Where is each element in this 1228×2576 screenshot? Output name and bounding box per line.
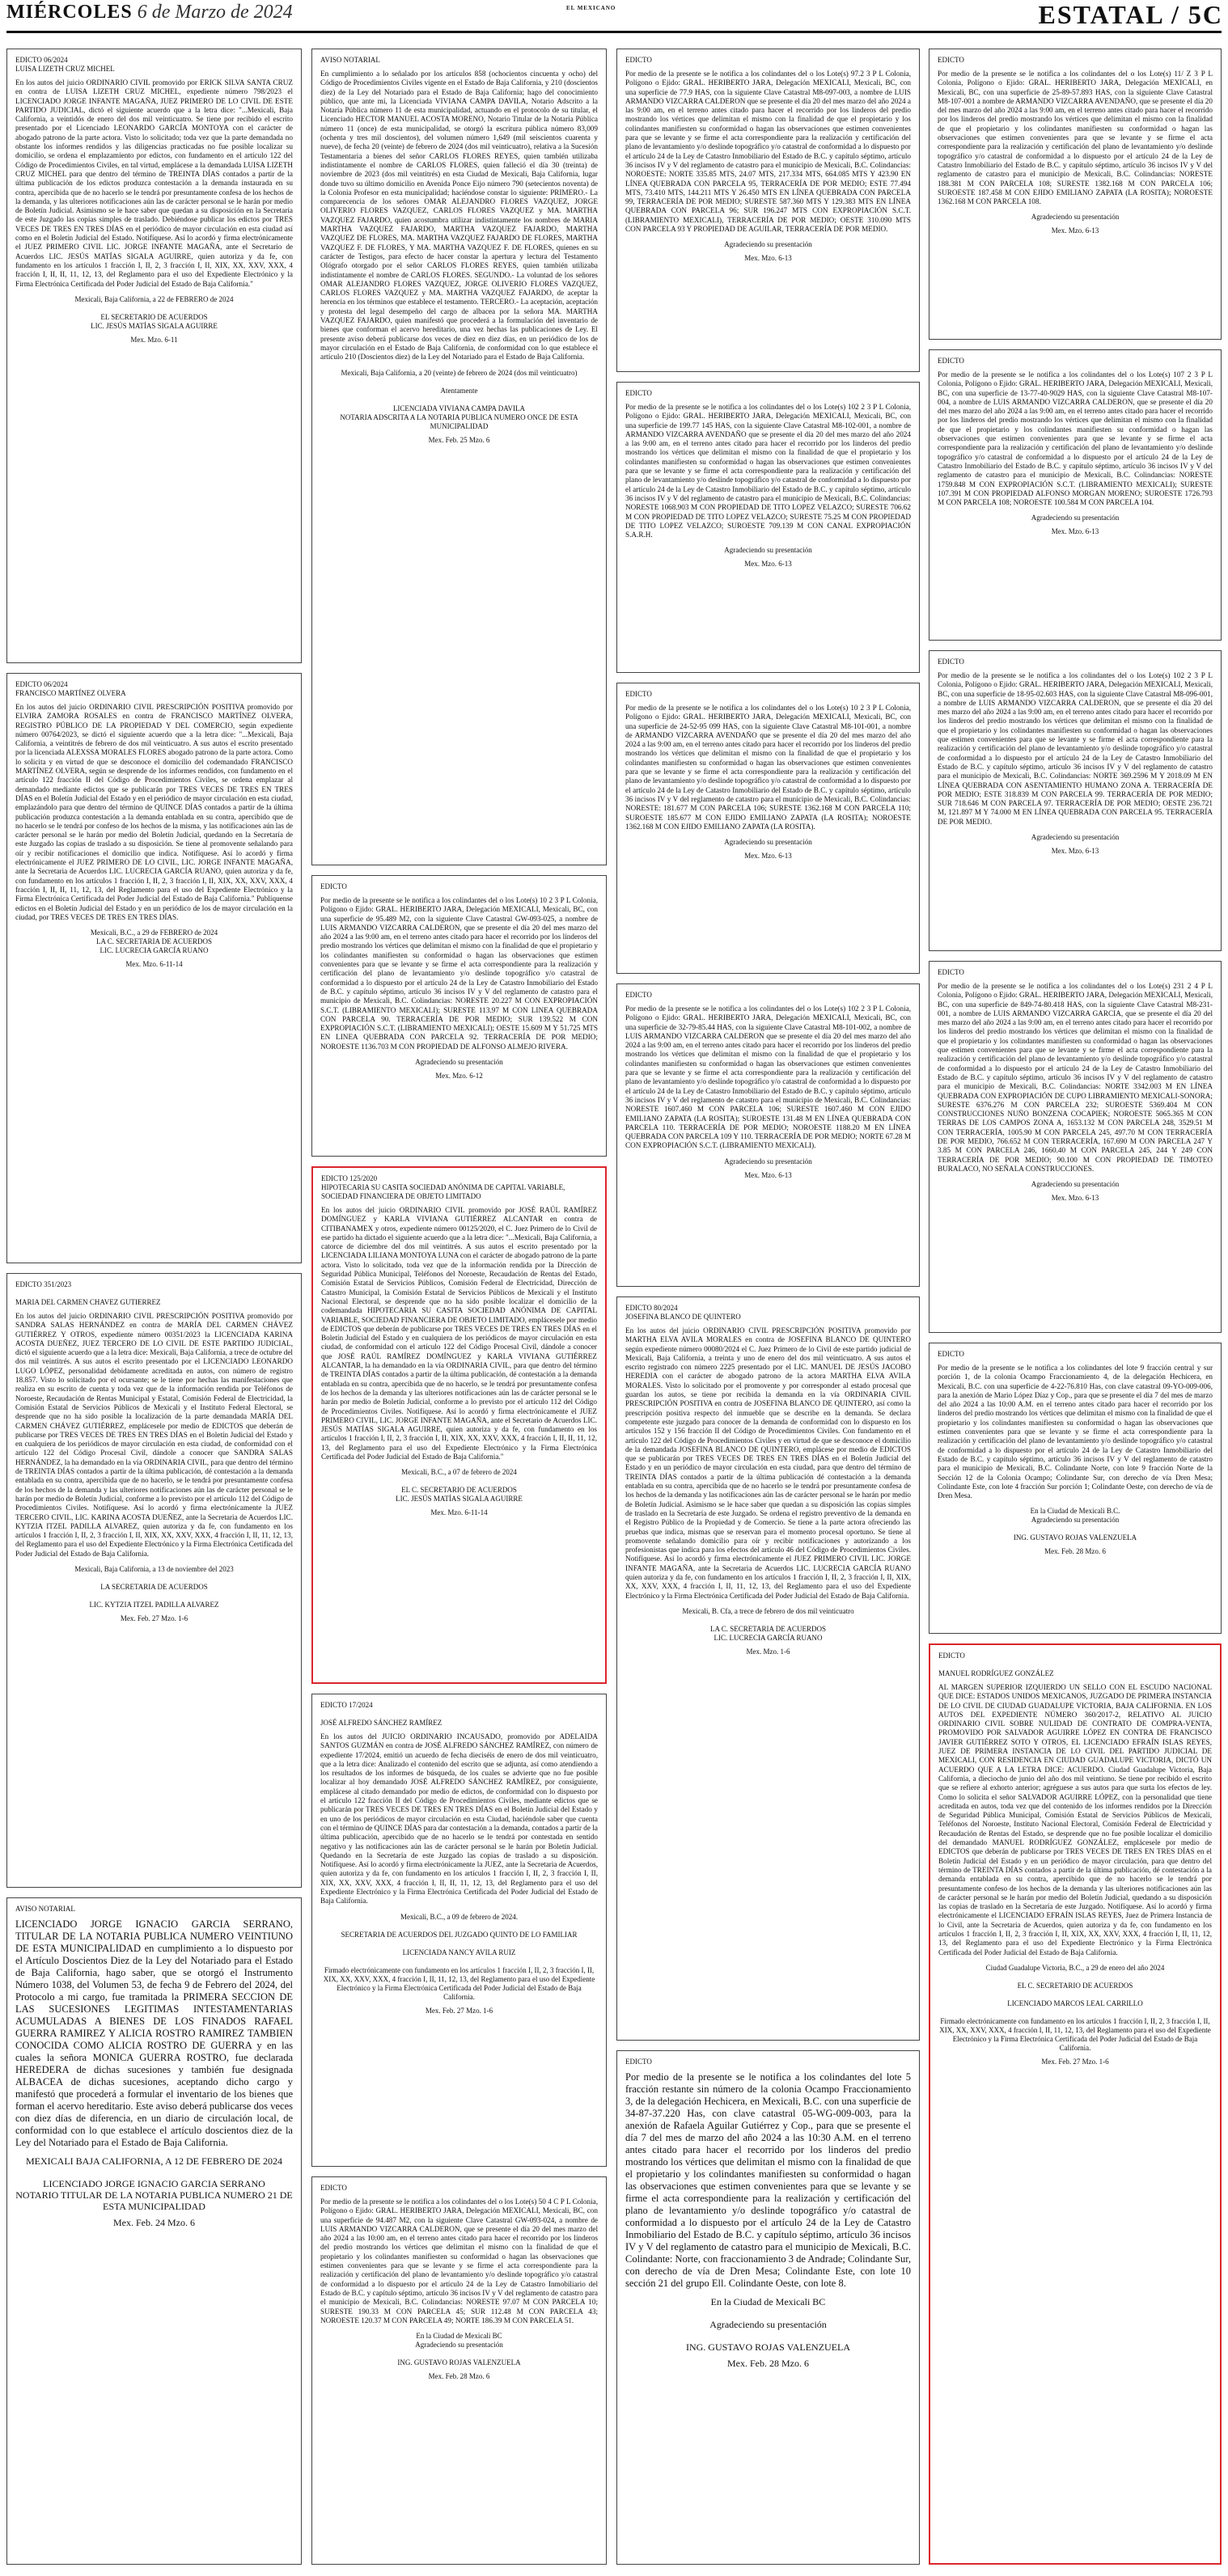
notice-publication-ref: Mex. Mzo. 6-13 [744, 254, 792, 263]
notice-header: EDICTO [938, 658, 964, 666]
notice-signature: Mexicali, B.C., a 09 de febrero de 2024. SECRETARIA DE ACUERDOS DEL JUZGADO QUINTO DE LO FAMILIAR LICENCIADA NANCY AVILA RUIZ Firmado electrónicamente con fundamento en los artículos 1 fracción I, II, 2, 3 fracción I, II, XIX, XX, XXV, XXX, 4 fracción I, II, 11, 12, 13, del Reglamento para el uso del Expediente Electrónico y la Firma Electrónica Certificada del Poder Judicial del Estado de Baja California. [323, 1912, 595, 2001]
notice-publication-ref: Mex. Feb. 24 Mzo. 6 [113, 2217, 195, 2228]
issue-date [6, 2, 293, 23]
notice-body: Por medio de la presente se le notifica a los colindantes del o los Lote(s) 11/ Z 3 P L Colonia, Polígono o Ejido: GRAL. HERIBERTO JARA, Delegación MEXICALI, en Mexicali, BC, con una superficie de 25-89-57.893 HAS, con la siguiente Clave Catastral M8-107-001 a nombre de ARMANDO VIZCARRA AVENDAÑO, que se presente el día 20 del mes marzo del año 2024 a las 9:00 am, en el terreno antes citado para hacer el recorrido por los linderos del predio mostrando los vértices que delimitan el mismo con la finalidad de que el propietario y los colindantes manifiesten su conformidad o hagan las observaciones que estimen convenientes para que se levante y se firme el acta correspondiente para la realización y certificación del plano de levantamiento y/o deslinde topográfico y/o catastral de conformidad a lo dispuesto por el artículo 24 de la Ley de Catastro Inmobiliario del Estado de B.C. y capítulo séptimo, artículo 36 incisos IV y V del reglamento de catastro para el municipio de Mexicali, B.C. Colindancias: NORESTE 188.381 M CON PARCELA 108; SURESTE 1382.168 M CON PARCELA 106; SUROESTE 187.458 M CON EJIDO EMILIANO ZAPATA (LA ROSITA); NOROESTE 1362.168 M CON PARCELA 108. [938, 70, 1213, 206]
notice-edicto-colindantes-m8101001 [616, 683, 920, 974]
notice-signature: Mexicali, Baja California, a 20 (veinte) de febrero de 2024 (dos mil veinticuatro) Atentamente LICENCIADA VIVIANA CAMPA DAVILA NOTARIA ADSCRITA A LA NOTARIA PUBLICA NUMERO ONCE DE ESTA MUNICIPALIDAD [340, 368, 578, 430]
notice-header: EDICTO 80/2024 JOSEFINA BLANCO DE QUINTERO [625, 1304, 741, 1321]
notice-body: Por medio de la presente se le notifica a los colindantes del o los Lote(s) 10 2 3 P L Colonia, Polígono o Ejido: GRAL. HERIBERTO JARA, Delegación MEXICALI, Mexicali, BC, con una superficie de 95.489 M2, con la siguiente Clave Catastral GW-093-025, a nombre de LUIS ARMANDO VIZCARRA CALDERON, que se presente el día 20 del mes marzo del año 2024 a las 9:00 am, en el terreno antes citado para hacer el recorrido por los linderos del predio mostrando los vértices que delimitan el mismo con la finalidad de que el propietario y los colindantes manifiesten su conformidad o hagan las observaciones que estimen convenientes para que se levante y se firme el acta correspondiente para la realización y certificación del plano de levantamiento y/o deslinde topográfico y/o catastral de conformidad a lo dispuesto por el artículo 24 de la Ley de Catastro Inmobiliario del Estado de B.C. y capítulo séptimo, artículo 36 incisos IV y V del reglamento de catastro para el municipio de Mexicali, B.C. Colindancias: NORESTE 20.227 M CON EXPROPIACIÓN S.C.T. (LIBRAMIENTO MEXICALI); SURESTE 113.97 M CON LINEA QUEBRADA CON PARCELA 90. TERRACERÍA DE POR MEDIO; SUR 139.522 M CON EXPROPIACIÓN S.C.T. (LIBRAMIENTO MEXICALI); OESTE 15.609 M Y 51.725 MTS EN LINEA QUEBRADA CON PARCELA 92. TERRACERÍA DE POR MEDIO; NOROESTE 1136.703 M CON PROPIEDAD DE ALFONSO ALMEJO RIVERA. [320, 896, 598, 1051]
notice-publication-ref: Mex. Mzo. 6-13 [744, 852, 792, 861]
notice-header: AVISO NOTARIAL [320, 56, 380, 64]
notice-signature: Mexicali, Baja California, a 22 de FEBRERO de 2024 EL SECRETARIO DE ACUERDOS LIC. JESÚS MATÍAS SIGALA AGUIRRE [74, 294, 234, 330]
masthead-rule [6, 31, 1222, 33]
notice-publication-ref: Mex. Feb. 28 Mzo. 6 [428, 2372, 490, 2381]
notice-body: En los autos del JUICIO ORDINARIO INCAUSADO, promovido por ADELAIDA SANTOS GUZMÁN en contra de JOSÉ ALFREDO SÁNCHEZ RAMÍREZ, con número de expediente 17/2024, emitió un acuerdo de fecha dieciséis de enero de dos mil veinticuatro, que a la letra dice: Analizado el contenido del escrito que se adjunta, así como atendiendo a los resultados de los informes de búsqueda, de los cuales se advierte que no fue posible localizar al hoy demandado JOSÉ ALFREDO SÁNCHEZ RAMÍREZ, por consiguiente, emplácese al citado demandado por medio de edictos, de conformidad con lo dispuesto por el artículo 122 fracción II del Código de Procedimientos Civiles, mediante edictos que se publicarán por TRES VECES DE TRES EN TRES DÍAS en el Boletín Judicial del Estado y en uno de los periódicos de mayor circulación en esta Ciudad, haciéndole saber que cuenta con el término de QUINCE DÍAS para dar contestación a la demanda, contados a partir de la última publicación, apercibido que de no hacerlo se le tendrá por contestada en sentido negativo y las notificaciones aún las de carácter personal se le harán por Boletín Judicial. Quedando en la Secretaría de este Juzgado las copias de traslado a su disposición. Notifíquese. Así lo acordó y firma electrónicamente la JUEZ, ante la Secretaria de Acuerdos, quien autoriza y da fe, con fundamento en los artículos 1 fracción I, II, 2, 3 fracción I, II, XIX, XX, XXV, XXX, 4 fracción I, II, II, 11, 12, 13, del Reglamento para el uso del Expediente Electrónico y la Firma Electrónica Certificada del Poder Judicial del Estado de Baja California. [320, 1732, 598, 1906]
notice-edicto-colindantes-m8102001 [616, 382, 920, 673]
notice-edicto-colindantes-gw093025 [311, 875, 607, 1157]
notice-body: Por medio de la presente se le notifica a los colindantes del lote 5 fracción restante sin número de la colonia Ocampo Fraccionamiento 3, de la delegación Hechicera, en Mexicali, B.C. con una superficie de 34-87-37.220 Has, con clave catastral 05-WG-009-003, para la anexión de Rafaela Aguilar Gutiérrez y Cop., para que se presente el día 7 del mes de marzo del año 2024 a las 10:30 A.M. en el terreno antes citado para hacer el recorrido por los linderos del predio mostrando los vértices que delimitan el mismo con la finalidad de que el propietario y los colindantes manifiesten su conformidad o hagan las observaciones que estimen convenientes para que se levante y se firme el acta correspondiente para la realización y certificación del plano de levantamiento y/o deslinde topográfico y/o catastral de conformidad a lo dispuesto por el artículo 24 de la Ley de Catastro Inmobiliario del Estado de B.C. y capítulo séptimo, artículo 36 incisos IV y V del reglamento de catastro para el municipio de Mexicali, B.C. Colindante: Norte, con fraccionamiento 3 de Andrade; Colindante Sur, con derecho de vía de Dren Mesa; Colindante Este, con lote 10 sección 21 del grupo Ell. Colindante Oeste, con lote 8. [625, 2071, 911, 2289]
notice-signature: Mexicali, B.C., a 29 de FEBRERO de 2024 LA C. SECRETARIA DE ACUERDOS LIC. LUCRECIA GARCÍA RUANO [90, 928, 218, 955]
notice-header: EDICTO MANUEL RODRÍGUEZ GONZÁLEZ [938, 1652, 1054, 1677]
notice-body: Por medio de la presente se le notifica a los colindantes del o los Lote(s) 50 4 C P L Colonia, Polígono o Ejido: GRAL. HERIBERTO JARA, Delegación MEXICALI, Mexicali, BC, con una superficie de 94.487 M2, con la siguiente Clave Catastral GW-093-024, a nombre de LUIS ARMANDO VIZCARRA CALDERON, que se presente el día 20 del mes marzo del año 2024 a las 10:00 am, en el terreno antes citado para hacer el recorrido por los linderos del predio mostrando los vértices que delimitan el mismo con la finalidad de que el propietario y los colindantes manifiesten su conformidad o hagan las observaciones que estimen convenientes para que se levante y se firme el acta correspondiente para la realización y certificación del plano de levantamiento y/o deslinde topográfico y/o catastral de conformidad a lo dispuesto por el artículo 24 de la Ley de Catastro Inmobiliario del Estado de B.C. y capítulo séptimo, artículo 36 incisos IV y V del reglamento de catastro para el municipio de Mexicali, B.C. Colindancias: NORESTE 97.07 M CON PARCELA 10; SURESTE 190.33 M CON PARCELA 45; SUR 112.48 M CON PARCELA 43; NOROESTE 120.37 M CON PARCELA 49; NORTE 186.39 M CON PARCELA 51. [320, 2197, 598, 2324]
notice-aviso-notarial-campa-davila [311, 49, 607, 865]
notice-signature: Ciudad Guadalupe Victoria, B.C., a 29 de enero del año 2024 EL C. SECRETARIO DE ACUERDOS LICENCIADO MARCOS LEAL CARRILLO Firmado electrónicamente con fundamento en los artículos 1 fracción I, II, 2, 3 fracción I, II, XIX, XX, XXV, XXX, 4 fracción I, II, 11, 12, 13, del Reglamento para el uso del Expediente Electrónico y la Firma Electrónica Certificada del Poder Judicial del Estado de Baja California. [939, 1963, 1211, 2052]
notice-edicto-colonia-ocampo-lote9 [929, 1343, 1222, 1634]
notice-signature: En la Ciudad de Mexicali BC Agradeciendo su presentación ING. GUSTAVO ROJAS VALENZUELA [685, 2296, 851, 2353]
notice-body: Por medio de la presente se le notifica a los colindantes del lote 9 fracción central y sur porción 1, de la colonia Ocampo Fraccionamiento 4, de la delegación Hechicera, en Mexicali, B.C. con una superficie de 4-22-76.810 Has, con clave catastral 09-YO-009-006, para la anexión de Mario López Díaz y Cop., para que se presente el día 7 del mes de marzo del año 2024 a las 10:00 A.M. en el terreno antes citado para hacer el recorrido por los linderos del predio mostrando los vértices que delimitan el mismo con la finalidad de que el propietario y los colindantes manifiesten su conformidad o hagan las observaciones que estimen convenientes para que se levante y se firme el acta correspondiente para la realización y certificación del plano de levantamiento y/o deslinde topográfico y/o catastral de conformidad a lo dispuesto por el artículo 24 de la Ley de Catastro Inmobiliario del Estado de B.C. y capítulo séptimo, artículo 36 incisos IV y V del reglamento de catastro para el municipio de Mexicali, B.C. Colindante Norte, con lote 9 fracción Norte de la Sección 12 de la Colonia Ocampo; Colindante Sur, con derecho de vía Dren Mesa; Colindante Este, con lote 4 fracción Sur porción 1; Colindante Oeste, con derecho de vía de Dren Mesa. [938, 1364, 1213, 1500]
notice-header: EDICTO [625, 991, 652, 999]
notice-signature: Agradeciendo su presentación [724, 546, 812, 555]
notice-body: En los autos del juicio ORDINARIO CIVIL promovido por ERICK SILVA SANTA CRUZ en contra de LUISA LIZETH CRUZ MICHEL, expediente número 798/2023 el LICENCIADO JORGE INFANTE MAGAÑA, JUEZ PRIMERO DE LO CIVIL DE ESTE PARTIDO JUDICIAL, dictó el siguiente acuerdo que a la letra dice: "...Mexicali, Baja California, a veintidós de enero del dos mil veinticuatro. Se tiene por recibido el escrito presentado por el Licenciado LEONARDO GARCÍA MONTOYA con el carácter de abogado patrono de la parte actora. Visto lo solicitado; toda vez que la parte demandada no obstante los informes rendidos y las diligencias practicadas no fue posible localizar su domicilio, se ordena el emplazamiento por edictos, con fundamento en el artículo 122 del Código de Procedimientos Civiles, en tal virtud, emplácese a la demandada LUISA LIZETH CRUZ MICHEL para que dentro del término de TREINTA DÍAS contados a partir de la última publicación de los edictos produzca contestación a la demanda instaurada en su contra, apercibida que de no hacerlo se le tendrá por presuntamente confesa de los hechos de la demanda, y las ulteriores notificaciones aún las de carácter personal se le harán por medio de Boletín Judicial. Asimismo se le hace saber que quedan a su disposición en la Secretaría de este Juzgado las copias simples de traslado. Debiéndose publicar los edictos por TRES VECES DE TRES EN TRES DÍAS en el periódico de mayor circulación en esta ciudad así como en el Boletín Judicial del Estado. Notifíquese. Así lo acordó y firma electrónicamente el JUEZ PRIMERO CIVIL LIC. JORGE INFANTE MAGAÑA, ante el Secretario de Acuerdos LIC. JESÚS MATÍAS SIGALA AGUIRRE, quien autoriza y da fe, con fundamento en los artículos 1 fracción I, II, 2, 3 fracción I, II, XIX, XX, XXV, XXX, 4 fracción I, II, II, 11, 12, 13, del Reglamento para el uso del Expediente Electrónico y la Firma Electrónica Certificada del Poder Judicial del Estado de Baja California." [15, 78, 293, 288]
notice-signature: Mexicali, B. Cfa, a trece de febrero de dos mil veinticuatro LA C. SECRETARIA DE ACUERDOS LIC. LUCRECIA GARCÍA RUANO [682, 1606, 854, 1642]
notice-body: En los autos del juicio ORDINARIO CIVIL PRESCRIPCIÓN POSITIVA promovido por MARTHA ELVA AVILA MORALES en contra de JOSEFINA BLANCO DE QUINTERO según expediente número 00080/2024 el C. Juez Primero de lo Civil de este partido judicial de Mexicali, Baja California, a treinta y uno de enero del dos mil veinticuatro. A sus autos el escrito registrado con número 2225 presentado por el LIC. MANUEL DE JESÚS JACOBO HEREDIA con el carácter de abogado patrono de la actora MARTHA ELVA AVILA MORALES. Visto lo solicitado por el promovente y por corresponder al estado procesal que guardan los autos, se tiene por recibida la demanda en la vía ORDINARIA CIVIL PRESCRIPCIÓN POSITIVA en contra de JOSEFINA BLANCO DE QUINTERO, así como la prescripción positiva respecto del inmueble que se describe en la demanda. Se declara competente este juzgado para conocer de la demanda de conformidad con lo dispuesto en los artículos 152 y 156 fracción II del Código de Procedimientos Civiles. Con fundamento en el artículo 122 del Código de Procedimientos Civiles y en virtud de que se desconoce el domicilio de la demandada JOSEFINA BLANCO DE QUINTERO, emplácese por medio de EDICTOS que se publicarán por TRES VECES DE TRES EN TRES DÍAS en el Boletín Judicial del Estado y en un periódico de mayor circulación en esta ciudad, para que dentro del término de TREINTA DÍAS contados a partir de la última publicación dé contestación a la demanda entablada en su contra, apercibida que de no hacerlo se le tendrá por presuntamente confesa de los hechos de la demanda y las notificaciones aún las de carácter personal se le harán por medio de Boletín Judicial. Asimismo se le hace saber que quedan a su disposición las copias simples de traslado en la Secretaría de este Juzgado. Se ordena el registro preventivo de la demanda en el Registro Público de la Propiedad y de Comercio. Se tiene a la parte actora ofreciendo las pruebas que indica, mismas que se reservan para el momento procesal oportuno. Se tiene al promovente señalando domicilio para oír y recibir notificaciones y autorizando a los profesionistas que indica para los efectos del artículo 46 del Código de Procedimientos Civiles. Notifíquese. Así lo acordó y firma electrónicamente el JUEZ PRIMERO CIVIL LIC. JORGE INFANTE MAGAÑA, ante la Secretaria de Acuerdos LIC. LUCRECIA GARCÍA RUANO quien autoriza y da fe, con fundamento en los artículos 1 fracción I, II, 2, 3 fracción I, II, XIX, XX, XXV, XXX, 4 fracción I, II, 11, 12, 13, del Reglamento para el uso del Expediente Electrónico y la Firma Electrónica Certificada del Poder Judicial del Estado de Baja California. [625, 1326, 911, 1600]
issue-day: MIÉRCOLES [6, 2, 133, 23]
notice-body: AL MARGEN SUPERIOR IZQUIERDO UN SELLO CON EL ESCUDO NACIONAL QUE DICE: ESTADOS UNIDOS MEXICANOS, JUZGADO DE PRIMERA INSTANCIA DE LO CIVIL DE CIUDAD GUADALUPE VICTORIA, BAJA CALIFORNIA. EN LOS AUTOS DEL EXPEDIENTE NÚMERO 360/2017-2, RELATIVO AL JUICIO ORDINARIO CIVIL SOBRE NULIDAD DE CONTRATO DE COMPRA-VENTA, PROMOVIDO POR SALVADOR AGUIRRE LÓPEZ EN CONTRA DE FRANCISCO JAVIER GUTIÉRREZ SOTO Y OTROS, EL LICENCIADO EFRAÍN ISLAS REYES, JUEZ DE PRIMERA INSTANCIA DE LO CIVIL DEL PARTIDO JUDICIAL DE MEXICALI, CON RESIDENCIA EN CIUDAD GUADALUPE VICTORIA, DICTÓ UN ACUERDO QUE A LA LETRA DICE: ACUERDO. Ciudad Guadalupe Victoria, Baja California, a dieciocho de junio del año dos mil veintiuno. Se tiene por recibido el escrito que se refiere al exhorto anterior; agréguese a sus autos para que surta los efectos de ley. Como lo solicita el señor SALVADOR AGUIRRE LÓPEZ, con la personalidad que tiene acreditada en autos, toda vez que del contenido de los informes rendidos por la Dirección de Seguridad Pública Municipal, Comisión Estatal de Servicios Públicos de Mexicali, Teléfonos del Noroeste, Instituto Nacional Electoral, Comisión Federal de Electricidad y Recaudación de Rentas del Estado, se desprende que no fue posible localizar el domicilio del demandado MANUEL RODRÍGUEZ GONZÁLEZ, emplácesele por medio de EDICTOS que deberán de publicarse por TRES VECES DE TRES EN TRES DÍAS en el Boletín Judicial del Estado y en un periódico de mayor circulación, para que dentro del término de TREINTA DÍAS contados a partir de la última publicación, dé contestación a la demanda entablada en su contra, apercibido que de no hacerlo se le tendrá por presuntamente confeso de los hechos de la demanda y las ulteriores notificaciones aún las de carácter personal se le harán por medio del Boletín Judicial, quedando a su disposición las copias de traslado en la Secretaría de este Juzgado. Notifíquese. Así lo acordó y firma electrónicamente el LICENCIADO EFRAÍN ISLAS REYES, Juez de Primera Instancia de lo Civil, ante la Secretaria de Acuerdos, quien autoriza y da fe, con fundamento en los artículos 1 fracción I, II, 2, 3 fracción I, II, XIX, XX, XXV, XXX, 4 fracción I, II, 11, 12, 13, del Reglamento para el uso del Expediente Electrónico y la Firma Electrónica Certificada del Poder Judicial del Estado de Baja California. [938, 1683, 1212, 1956]
notice-signature: Mexicali, Baja California, a 13 de noviembre del 2023 LA SECRETARIA DE ACUERDOS LIC. KYTZIA ITZEL PADILLA ALVAREZ [74, 1565, 234, 1609]
notice-signature: En la Ciudad de Mexicali B.C. Agradeciendo su presentación ING. GUSTAVO ROJAS VALENZUELA [1013, 1507, 1137, 1542]
notice-publication-ref: Mex. Feb. 27 Mzo. 1-6 [425, 2006, 493, 2015]
notice-signature: Agradeciendo su presentación [724, 1157, 812, 1165]
notice-signature: Mexicali, B.C., a 07 de febrero de 2024 EL C. SECRETARIO DE ACUERDOS LIC. JESÚS MATÍAS SIGALA AGUIRRE [396, 1468, 523, 1504]
notice-edicto-colindantes-m8097003 [616, 49, 920, 372]
notice-edicto-colonia-ocampo-lote5 [616, 2050, 920, 2565]
notice-publication-ref: Mex. Mzo. 6-11-14 [430, 1508, 488, 1517]
notice-body: Por medio de la presente se le notifica a los colindantes del o los Lote(s) 231 2 4 P L Colonia, Polígono o Ejido: GRAL. HERIBERTO JARA, Delegación MEXICALI, Mexicali, BC, con una superficie de 849-74-80.418 HAS, con la siguiente Clave Catastral M8-231-001, a nombre de LUIS ARMANDO VIZCARRA GARCIA, que se presente el día 20 del mes marzo del año 2024 a las 9:00 am, en el terreno antes citado para hacer el recorrido por los linderos del predio mostrando los vértices que delimitan el mismo con la finalidad de que el propietario y los colindantes manifiesten su conformidad o hagan las observaciones que estimen convenientes para que se levante y se firme el acta correspondiente para la realización y certificación del plano de levantamiento y/o deslinde topográfico y/o catastral de conformidad a lo dispuesto por el artículo 24 de la Ley de Catastro Inmobiliario del Estado de B.C. y capítulo séptimo, artículo 36 incisos IV y V del reglamento de catastro para el municipio de Mexicali, B.C. Colindancias: NORTE 3342.003 M EN LÍNEA QUEBRADA CON EXPROPIACIÓN DE CUPO LIBRAMIENTO MEXICALI-SONORA; SURESTE 6376.276 M CON PARCELA 232; SUROESTE 5369.404 M CON CONSTRUCCIONES NUÑO BONZENA COCAPIEK; NOROESTE 5065.365 M CON TERRAS DE LOS CAMPOS ZONA A, 1653.132 M CON PARCELA 248, 3529.51 M CON TERRACERÍA, 1005.90 M CON PARCELA 245, 497.70 M CON TERRACERÍA DE POR MEDIO, 766.652 M CON TERRACERÍA, 167.690 M CON PARCELA 247 Y 3.85 M CON PARCELA 246, 1660.40 M CON PARCELA 245, 244 Y 249 CON TERRACERÍA DE POR MEDIO; 90.100 M CON PROPIEDAD DE TIMOTEO BURALACO, NO SEÑALA CONSTRUCCIONES. [938, 982, 1213, 1173]
notice-edicto-colindantes-gw093024 [311, 2176, 607, 2565]
notice-header: EDICTO 17/2024 JOSÉ ALFREDO SÁNCHEZ RAMÍREZ [320, 1701, 443, 1727]
notice-signature: Agradeciendo su presentación [1031, 514, 1120, 522]
notice-body: Por medio de la presente se le notifica a los colindantes del o los Lote(s) 97.2 3 P L Colonia, Polígono o Ejido: GRAL. HERIBERTO JARA, Delegación MEXICALI, Mexicali, BC, con una superficie de 77.9 HAS, con la siguiente Clave Catastral M8-097-003, a nombre de LUIS ARMANDO VIZCARRA CALDERON que se presente el día 20 del mes marzo del año 2024 a las 9:00 am, en el terreno antes citado para hacer el recorrido por los linderos del predio mostrando los vértices que delimitan el mismo con la finalidad de que el propietario y los colindantes manifiesten su conformidad o hagan las observaciones que estimen convenientes para que se levante y se firme el acta correspondiente para la realización y certificación del plano de levantamiento y/o deslinde topográfico y/o catastral de conformidad a lo dispuesto por el artículo 24 de la Ley de Catastro Inmobiliario del Estado de B.C. y capítulo séptimo, artículo 36 incisos IV y V del reglamento de catastro para el municipio de Mexicali, B.C. Colindancias: NOROESTE: NORTE 335.85 MTS, 24.07 MTS, 217.334 MTS, 664.085 MTS Y 423.90 EN LÍNEA QUEBRADA CON PARCELA 95, TERRACERÍA DE POR MEDIO; ESTE 77.494 MTS, 73.410 MTS, 144.211 MTS Y 26.450 MTS EN LÍNEA QUEBRADA CON PARCELA 99, TERRACERÍA DE POR MEDIO; SURESTE 587.360 MTS Y 129.383 MTS EN LÍNEA QUEBRADA CON PARCELA 96; SUR 196.247 MTS CON EXPROPIACIÓN S.C.T. (LIBRAMIENTO MEXICALI), TERRACERÍA DE POR MEDIO; OESTE 310.090 MTS CON PARCELA 93 Y PROPIEDAD DE AGUILAR, TERRACERÍA DE POR MEDIO. [625, 70, 911, 234]
notice-edicto-colindantes-m8107001 [929, 49, 1222, 340]
section-title: ESTATAL / 5C [1038, 0, 1223, 29]
notice-header: EDICTO [625, 2058, 652, 2066]
notice-header: EDICTO [625, 389, 652, 397]
notice-signature: Agradeciendo su presentación [1031, 833, 1120, 842]
notice-edicto-colindantes-m8096001 [929, 650, 1222, 951]
issue-date-text: 6 de Marzo de 2024 [137, 2, 293, 23]
notice-signature: Agradeciendo su presentación [724, 240, 812, 249]
notice-signature: En la Ciudad de Mexicali BC Agradeciendo su presentación ING. GUSTAVO ROJAS VALENZUELA [397, 2332, 521, 2367]
notice-publication-ref: Mex. Mzo. 6-11-14 [125, 960, 183, 969]
notice-edicto-colindantes-m8101002 [616, 983, 920, 1287]
notice-signature: Agradeciendo su presentación [1031, 213, 1120, 222]
notice-header: EDICTO [938, 1350, 964, 1358]
notice-header: EDICTO [938, 968, 964, 976]
notice-header: EDICTO [320, 882, 347, 890]
notice-signature: Agradeciendo su presentación [724, 838, 812, 847]
notice-header: EDICTO 125/2020 HIPOTECARIA SU CASITA SOCIEDAD ANÓNIMA DE CAPITAL VARIABLE, SOCIEDAD FINANCIERA DE OBJETO LIMITADO [321, 1174, 565, 1200]
notice-edicto-sanchez-ramirez [311, 1694, 607, 2167]
notice-body: Por medio de la presente se le notifica a los colindantes del o los Lote(s) 102 2 3 P L Colonia, Polígono o Ejido: GRAL. HERIBERTO JARA, Delegación MEXICALI, Mexicali, BC, con una superficie de 199.77 145 HAS, con la siguiente Clave Catastral M8-102-001, a nombre de ARMANDO VIZCARRA AVENDAÑO que se presente el día 20 del mes marzo del año 2024 a las 9:00 am, en el terreno antes citado para hacer el recorrido por los linderos del predio mostrando los vértices que delimitan el mismo con la finalidad de que el propietario y los colindantes manifiesten su conformidad o hagan las observaciones que estimen convenientes para que se levante y se firme el acta correspondiente para la realización y certificación del plano de levantamiento y/o deslinde topográfico y/o catastral de conformidad a lo dispuesto por el artículo 24 de la Ley de Catastro Inmobiliario del Estado de B.C. y capítulo séptimo, artículo 36 incisos IV y V del reglamento de catastro para el municipio de Mexicali, B.C. Colindancias: NORESTE 1068.903 M CON PROPIEDAD DE TITO LOPEZ VELAZCO; SURESTE 706.62 M CON PROPIEDAD DE TITO LOPEZ VELAZCO; SURESTE 75.25 M CON PROPIEDAD DE TITO LOPEZ VELAZCO; SUROESTE 709.139 M CON CANAL EXPROPIACIÓN S.A.R.H. [625, 403, 911, 539]
notice-body: Por medio de la presente se le notifica a los colindantes del o los Lote(s) 102 2 3 P L Colonia, Polígono o Ejido: GRAL. HERIBERTO JARA, Delegación MEXICALI, Mexicali, BC, con una superficie de 32-79-85.44 HAS, con la siguiente Clave Catastral M8-101-002, a nombre de LUIS ARMANDO VIZCARRA CALDERON que se presente el día 20 del mes marzo del año 2024 a las 9:00 am, en el terreno antes citado para hacer el recorrido por los linderos del predio mostrando los vértices que delimitan el mismo con la finalidad de que el propietario y los colindantes manifiesten su conformidad o hagan las observaciones que estimen convenientes para que se levante y se firme el acta correspondiente para la realización y certificación del plano de levantamiento y/o deslinde topográfico y/o catastral de conformidad a lo dispuesto por el artículo 24 de la Ley de Catastro Inmobiliario del Estado de B.C. y capítulo séptimo, artículo 36 incisos IV y V del reglamento de catastro para el municipio de Mexicali, B.C. Colindancias: NORESTE 1607.460 M CON PARCELA 106; SURESTE 1607.460 M CON EJIDO EMILIANO ZAPATA (LA ROSITA); SUROESTE 131.48 M EN LÍNEA QUEBRADA CON PARCELA 110. TERRACERÍA DE POR MEDIO; NOROESTE 1188.20 M EN LÍNEA QUEBRADA CON PARCELA 109 Y 110. TERRACERÍA DE POR MEDIO; NORTE 67.28 M CON EXPROPIACIÓN S.C.T. (LIBRAMIENTO MEXICALI). [625, 1005, 911, 1150]
notice-signature: Agradeciendo su presentación [1031, 1180, 1120, 1189]
notice-edicto-colindantes-m8231001 [929, 961, 1222, 1333]
publication-name: EL MEXICANO [566, 5, 616, 11]
notice-header: AVISO NOTARIAL [15, 1905, 75, 1913]
notice-body: Por medio de la presente se le notifica a los colindantes del o los Lote(s) 10 2 3 P L Colonia, Polígono o Ejido: GRAL. HERIBERTO JARA, Delegación MEXICALI, Mexicali, BC, con una superficie de 24-52-95 099 HAS, con la siguiente Clave Catastral M8-101-001, a nombre de ARMANDO VIZCARRA AVENDAÑO que se presente el día 20 del mes marzo del año 2024 a las 9:00 am, en el terreno antes citado para hacer el recorrido por los linderos del predio mostrando los vértices que delimitan el mismo con la finalidad de que el propietario y los colindantes manifiesten su conformidad o hagan las observaciones que estimen convenientes para que se levante y se firme el acta correspondiente para la realización y certificación del plano de levantamiento y/o deslinde topográfico y/o catastral de conformidad a lo dispuesto por el artículo 24 de la Ley de Catastro Inmobiliario del Estado de B.C. y capítulo séptimo, artículo 36 incisos IV y V del reglamento de catastro para el municipio de Mexicali, B.C. Colindancias: NORESTE: 181.677 M CON PARCELA 106; SURESTE 1362.168 M CON PARCELA 110; SUROESTE 185.677 M CON EJIDO EMILIANO ZAPATA (LA ROSITA); NOROESTE 1362.168 M CON EJIDO EMILIANO ZAPATA (LA ROSITA). [625, 704, 911, 831]
notice-body: Por medio de la presente se le notifica a los colindantes del o los Lote(s) 102 2 3 P L Colonia, Polígono o Ejido: GRAL. HERIBERTO JARA, Delegación MEXICALI, Mexicali, BC, con una superficie de 18-95-02.603 HAS, con la siguiente Clave Catastral M8-096-001, a nombre de LUIS ARMANDO VIZCARRA CALDERON, que se presente el día 20 del mes marzo del año 2024 a las 9:00 am, en el terreno antes citado para hacer el recorrido por los linderos del predio mostrando los vértices que delimitan el mismo con la finalidad de que el propietario y los colindantes manifiesten su conformidad o hagan las observaciones que estimen convenientes para que se levante y se firme el acta correspondiente para la realización y certificación del plano de levantamiento y/o deslinde topográfico y/o catastral de conformidad a lo dispuesto por el artículo 24 de la Ley de Catastro Inmobiliario del Estado de B.C. y capítulo séptimo, artículo 36 incisos IV y V del reglamento de catastro para el municipio de Mexicali, B.C. Colindancias: NORTE 369.2596 M Y 2018.09 M EN LÍNEA QUEBRADA CON ASENTAMIENTO HUMANO ZONA A. TERRACERÍA DE POR MEDIO; ESTE 318.839 M CON PARCELA 99. TERRACERÍA DE POR MEDIO; SUR 718.646 M CON PARCELA 97. TERRACERÍA DE POR MEDIO; OESTE 236.721 M, 121.897 M Y 74.000 M EN LÍNEA QUEBRADA CON PARCELA 95. TERRACERÍA DE POR MEDIO. [938, 671, 1213, 826]
notice-edicto-rodriguez-gonzalez [929, 1643, 1222, 2565]
notice-header: EDICTO [938, 56, 964, 64]
notice-aviso-notarial-garcia-serrano [6, 1897, 302, 2565]
notice-signature: Agradeciendo su presentación [415, 1058, 503, 1067]
notice-header: EDICTO 06/2024 LUISA LIZETH CRUZ MICHEL [15, 56, 115, 73]
notice-publication-ref: Mex. Mzo. 6-11 [130, 335, 178, 344]
notice-edicto-blanco-de-quintero [616, 1296, 920, 2041]
notice-body: LICENCIADO JORGE IGNACIO GARCIA SERRANO, TITULAR DE LA NOTARIA PUBLICA NUMERO VEINTIUNO DE ESTA MUNICIPALIDAD en cumplimiento a lo dispuesto por el Artículo Doscientos Diez de la Ley del Notariado para el Estado de Baja California, hago saber, que se otorgó el Instrumento Número 1038, del Volumen 53, de fecha 9 de Febrero del 2024, del Protocolo a mi cargo, fue tramitada la PRIMERA SECCION DE LAS SUCESIONES LEGITIMAS INTESTAMENTARIAS ACUMULADAS A BIENES DE LOS FINADOS RAFAEL GUERRA RAMIREZ Y ALICIA ROSTRO RAMIREZ TAMBIEN CONOCIDA COMO ALICIA ROSTRO DE GUERRA y en las cuales la señora MONICA GUERRA ROSTRO, fue declarada HEREDERA de dichas sucesiones y también fue designada ALBACEA de dichas sucesiones, aceptando dicho cargo y manifestó que procederá a formular el inventario de los bienes que forman el acervo hereditario. Este aviso deberá publicarse dos veces con diez días de diferencia, en un diario de circulación local, de conformidad con lo que establece el artículo doscientos diez de la Ley del Notariado para el Estado de Baja California. [15, 1918, 293, 2148]
notice-signature: MEXICALI BAJA CALIFORNIA, A 12 DE FEBRERO DE 2024 LICENCIADO JORGE IGNACIO GARCIA SERRANO NOTARIO TITULAR DE LA NOTARIA PUBLICA NUMERO 21 DE ESTA MUNICIPALIDAD [15, 2155, 293, 2212]
notice-publication-ref: Mex. Mzo. 6-13 [1051, 1194, 1099, 1203]
notice-body: En los autos del juicio ORDINARIO CIVIL PRESCRIPCIÓN POSITIVA promovido por SANDRA SALAS HERNÁNDEZ en contra de MARÍA DEL CARMEN CHÁVEZ GUTIÉRREZ Y OTROS, expediente número 00351/2023 la LICENCIADA KARINA ACOSTA DUEÑEZ, JUEZ TERCERO DE LO CIVIL DE ESTE PARTIDO JUDICIAL, dictó el siguiente acuerdo que a la letra dice: Mexicali, Baja California, a trece de octubre del dos mil veintitrés. A sus autos el escrito presentado por el LICENCIADO LEONARDO LUGO LÓPEZ, personalidad debidamente acreditada en autos, con número de registro 18.857. Visto lo solicitado por el ocursante; se le tiene por hechas las manifestaciones que realiza en su escrito de cuenta y toda vez que de la información rendida por Teléfonos de Noroeste, Recaudación de Rentas Municipal y Estatal, Comisión Federal de Electricidad, la Comisión Estatal de Servicios Públicos de Mexicali y el Instituto Federal Electoral, se desprende que no ha sido posible la localización de la parte demandada MARÍA DEL CARMEN CHÁVEZ GUTIÉRREZ, emplácesele por medio de EDICTOS que deberán de publicarse por TRES VECES DE TRES EN TRES DÍAS en el Boletín Judicial del Estado y en cualquiera de los periódicos de mayor circulación en esta ciudad, de conformidad con el artículo 122 del Código Procesal Civil, dándole a conocer que SANDRA SALAS HERNÁNDEZ, la ha demandado en la vía ORDINARIA CIVIL, para que dentro del término de TREINTA DÍAS contados a partir de la última publicación, dé contestación a la demanda entablada en su contra, apercibida que de no hacerlo, se le tendrá por presuntamente confesa de los hechos de la demanda y las ulteriores notificaciones aún las de carácter personal se le harán por medio de Boletín Judicial, conforme a lo previsto por el artículo 112 del Código de Procedimientos Civiles. Notifíquese. Así lo acordó y firma electrónicamente la JUEZ TERCERO CIVIL, LIC. KARINA ACOSTA DUEÑEZ, ante la Secretaria de Acuerdos LIC. KYTZIA ITZEL PADILLA ALVAREZ, quien autoriza y da fe, con fundamento en los artículos 1 fracción I, II, 2, 3 fracción I, II, XIX, XX, XXV, XXX, 4 fracción I, II, 11, 12, 13, del Reglamento para el uso del Expediente Electrónico y la Firma Electrónica Certificada del Poder Judicial del Estado de Baja California. [15, 1312, 293, 1558]
notice-publication-ref: Mex. Mzo. 6-12 [435, 1072, 483, 1081]
notice-publication-ref: Mex. Mzo. 1-6 [746, 1647, 790, 1656]
notice-publication-ref: Mex. Feb. 27 Mzo. 1-6 [120, 1614, 188, 1623]
notice-edicto-hipotecaria-su-casita [311, 1166, 607, 1684]
masthead [0, 0, 1228, 31]
notice-edicto-chavez-gutierrez [6, 1273, 302, 1888]
notice-publication-ref: Mex. Mzo. 6-13 [1051, 847, 1099, 856]
notice-edicto-cruz-michel [6, 49, 302, 663]
notice-header: EDICTO [625, 56, 652, 64]
notice-body: En los autos del juicio ORDINARIO CIVIL promovido por JOSÉ RAÚL RAMÍREZ DOMÍNGUEZ y KARLA VIVIANA GUTIÉRREZ ALCANTAR en contra de CITIBANAMEX y otros, expediente número 00125/2020, el C. Juez Primero de lo Civil de ese partido ha dictado el siguiente acuerdo que a la letra dice: "...Mexicali, Baja California, a catorce de diciembre del dos mil veintitrés. A sus autos el escrito presentado por la LICENCIADA LILIANA MONTOYA LUNA con el carácter de abogado patrono de la parte actora. Visto lo solicitado, toda vez que de la información rendida por la Dirección de Seguridad Pública Municipal, Teléfonos del Noroeste, Recaudación de Rentas del Estado, Comisión Estatal de Servicios Públicos, Comisión Federal de Electricidad, Dirección de Catastro Municipal, la Comisión Estatal de Servicios Públicos de Mexicali y el Instituto Nacional Electoral, se desprende que no ha sido posible localizar el domicilio de la codemandada HIPOTECARIA SU CASITA SOCIEDAD ANÓNIMA DE CAPITAL VARIABLE, SOCIEDAD FINANCIERA DE OBJETO LIMITADO, emplácesele por medio de EDICTOS que deberán de publicarse por TRES VECES DE TRES EN TRES DÍAS en el Boletín Judicial del Estado y en cualquiera de los periódicos de mayor circulación en esta ciudad, de conformidad con el artículo 122 del Código Procesal Civil, dándole a conocer que JOSÉ RAÚL RAMÍREZ DOMÍNGUEZ y KARLA VIVIANA GUTIÉRREZ ALCANTAR, la ha demandado en la vía ORDINARIA CIVIL, para que dentro del término de TREINTA DÍAS contados a partir de la última publicación, dé contestación a la demanda entablada en su contra, apercibida que de no hacerlo, se le tendrá por presuntamente confesa de los hechos de la demanda y las ulteriores notificaciones aún las de carácter personal se le harán por medio de Boletín Judicial, conforme a lo previsto por el artículo 112 del Código de Procedimientos Civiles. Notifíquese. Así lo acordó y firma electrónicamente el JUEZ PRIMERO CIVIL, LIC. JORGE INFANTE MAGAÑA, ante el Secretario de Acuerdos LIC. JESÚS MATÍAS SIGALA AGUIRRE, quien autoriza y da fe, con fundamento en los artículos 1 fracción I, II, 2, 3 fracción I, II, XIX, XX, XXV, XXX, 4 fracción I, II, II, 11, 12, 13, del Reglamento para el uso del Expediente Electrónico y la Firma Electrónica Certificada del Poder Judicial del Estado de Baja California." [321, 1206, 597, 1461]
notice-edicto-martinez-olvera [6, 673, 302, 1263]
notice-header: EDICTO 351/2023 MARIA DEL CARMEN CHAVEZ GUTIERREZ [15, 1280, 161, 1306]
notice-header: EDICTO 06/2024 FRANCISCO MARTÍNEZ OLVERA [15, 680, 126, 697]
notice-body: En los autos del juicio ORDINARIO CIVIL PRESCRIPCIÓN POSITIVA promovido por ELVIRA ZAMORA ROSALES en contra de FRANCISCO MARTÍNEZ OLVERA, REGISTRO PÚBLICO DE LA PROPIEDAD Y DEL COMERCIO, según expediente número 00764/2023, se dictó el siguiente acuerdo que a la letra dice: "...Mexicali, Baja California, a veintitrés de febrero de dos mil veinticuatro. A sus autos el escrito presentado por la licenciada ALEXSSA MORALES FLORES abogado patrono de la parte actora. Como lo solicita y en virtud de que se desconoce el domicilio del codemandado FRANCISCO MARTÍNEZ OLVERA, según se desprende de los informes rendidos, con fundamento en el artículo 122 fracción II del Código de Procedimientos Civiles, se ordena emplazar al demandado mediante edictos que se publicarán por TRES VECES DE TRES EN TRES DÍAS en el Boletín Judicial del Estado y en el periódico de mayor circulación en esta ciudad, emplazándolo para que dentro del término de QUINCE DÍAS contados a partir de la última publicación produzca contestación a la demanda entablada en su contra, apercibido que de no hacerlo se le tendrá por confeso de los hechos de la misma, y las notificaciones aún las de carácter personal se le harán por medio del Boletín Judicial, quedando en la Secretaría de este Juzgado las copias de traslado a su disposición. Se tiene al promovente señalando para oír y recibir notificaciones el domicilio que indica. Notifíquese. Así lo acordó y firma electrónicamente el JUEZ PRIMERO DE LO CIVIL, LIC. JORGE INFANTE MAGAÑA, ante la Secretaria de Acuerdos LIC. LUCRECIA GARCÍA RUANO, quien autoriza y da fe, con fundamento en los artículos 1 fracción I, II, 2, 3 fracción I, II, XIX, XX, XXV, XXX, 4 fracción I, II, II, 11, 12, 13, del Reglamento para el uso del Expediente Electrónico y la Firma Electrónica Certificada del Poder Judicial del Estado de Baja California." Publíquense edictos en el Boletín Judicial del Estado y en un periódico de los de mayor circulación en la ciudad, por TRES VECES DE TRES EN TRES DÍAS. [15, 703, 293, 921]
notice-header: EDICTO [938, 357, 964, 365]
notice-publication-ref: Mex. Mzo. 6-13 [1051, 226, 1099, 235]
notice-body: Por medio de la presente se le notifica a los colindantes del o los Lote(s) 107 2 3 P L Colonia, Polígono o Ejido: GRAL. HERIBERTO JARA, Delegación MEXICALI, Mexicali, BC, con una superficie de 13-77-40-9029 HAS, con la siguiente Clave Catastral M8-107-004, a nombre de LUIS ARMANDO VIZCARRA CALDERON, que se presente el día 20 del mes marzo del año 2024 a las 9:00 am, en el terreno antes citado para hacer el recorrido por los linderos del predio mostrando los vértices que delimitan el mismo con la finalidad de que el propietario y los colindantes manifiesten su conformidad o hagan las observaciones que estimen convenientes para que se levante y se firme el acta correspondiente para la realización y certificación del plano de levantamiento y/o deslinde topográfico y/o catastral de conformidad a lo dispuesto por el artículo 24 de la Ley de Catastro Inmobiliario del Estado de B.C. y capítulo séptimo, artículo 36 incisos IV y V del reglamento de catastro para el municipio de Mexicali, B.C. Colindancias: NORESTE 1759.848 M CON EXPROPIACIÓN S.C.T. (LIBRAMIENTO MEXICALI); SURESTE 107.391 M CON PROPIEDAD ALFONSO MORGAN MORENO; SUROESTE 1726.793 M CON PARCELA 108; NOROESTE 100.584 M CON PARCELA 104. [938, 370, 1213, 507]
notice-body: En cumplimiento a lo señalado por los artículos 858 (ochocientos cincuenta y ocho) del Código de Procedimientos Civiles vigente en el Estado de Baja California, y 210 (doscientos diez) de la Ley del Notariado para el Estado de Baja California; hago del conocimiento público, que ante mí, la Licenciada VIVIANA CAMPA DAVILA, Notario Adscrito a la Notaría Pública número 11 de esta municipalidad, actuando en el protocolo de su titular, el Licenciado HECTOR MANUEL ACOSTA MORENO, Notario Titular de la Notaría Pública número 11 (once) de esta municipalidad, se otorgó la escritura pública número 83,009 (ochenta y tres mil doscientos), del volumen número 1,649 (mil seiscientos cuarenta y nueve), de fecha 20 (veinte) de febrero de 2024 (dos mil veinticuatro), relativa a la Sucesión Testamentaria a bienes del señor CARLOS FLORES REYES, quien también utilizaba indistintamente el nombre de CARLOS FLORES, quien falleció el día 30 (treinta) de noviembre de 2023 (dos mil veintitrés) en esta Ciudad de Mexicali, Baja California, lugar donde tuvo su último domicilio en Avenida Ponce Eijo número 790 (setecientos noventa) de la Colonia Profesor en esta municipalidad; haciéndose constar lo siguiente: PRIMERO.- La comparecencia de los señores OMAR ALEJANDRO FLORES VAZQUEZ, JORGE OLIVERIO FLORES VAZQUEZ, CARLOS FLORES VAZQUEZ y MA. MARTHA VAZQUEZ FAJARDO, quien acostumbra utilizar indistintamente los nombres de MARIA MARTHA VAZQUEZ FAJARDO, MARTHA VAZQUEZ FAJARDO, MARTHA VAZQUEZ DE FLORES, MA. MARTHA VAZQUEZ FAJARDO DE FLORES, MARTHA VAZQUEZ F. DE FLORES, Y MA. MARTHA VAZQUEZ F. DE FLORES, quienes en su carácter de Testigos, para efecto de hacer constar la apertura y lectura del Testamento Ológrafo otorgado por el señor CARLOS FLORES REYES, quien también utilizaba indistintamente el nombre de CARLOS FLORES. SEGUNDO.- La voluntad de los señores OMAR ALEJANDRO FLORES VAZQUEZ, JORGE OLIVERIO FLORES VAZQUEZ, CARLOS FLORES VAZQUEZ y MA. MARTHA VAZQUEZ FAJARDO, de aceptar la herencia en los términos que establece el testamento. TERCERO.- La aceptación, aceptación y protesta del legal desempeño del cargo de albacea por la señora MA. MARTHA VAZQUEZ FAJARDO, quien manifestó que procederá a la formulación del inventario de bienes que conforman el acervo hereditario, una vez hechas las publicaciones de Ley. El presente aviso deberá publicarse dos veces de diez en diez días, en un periódico de los de mayor circulación en el Estado de Baja California, de conformidad con lo que establece el artículo 210 (Doscientos diez) de la Ley del Notariado para el Estado de Baja California. [320, 70, 598, 362]
notice-publication-ref: Mex. Feb. 25 Mzo. 6 [428, 435, 490, 444]
notice-publication-ref: Mex. Feb. 27 Mzo. 1-6 [1041, 2057, 1109, 2066]
notice-publication-ref: Mex. Feb. 28 Mzo. 6 [727, 2358, 809, 2369]
notice-header: EDICTO [625, 690, 652, 698]
notice-publication-ref: Mex. Mzo. 6-13 [744, 560, 792, 569]
notice-publication-ref: Mex. Mzo. 6-13 [744, 1170, 792, 1179]
notice-publication-ref: Mex. Feb. 28 Mzo. 6 [1044, 1547, 1106, 1556]
notice-header: EDICTO [320, 2184, 347, 2192]
notice-edicto-colindantes-m8107004 [929, 349, 1222, 641]
notice-publication-ref: Mex. Mzo. 6-13 [1051, 527, 1099, 536]
